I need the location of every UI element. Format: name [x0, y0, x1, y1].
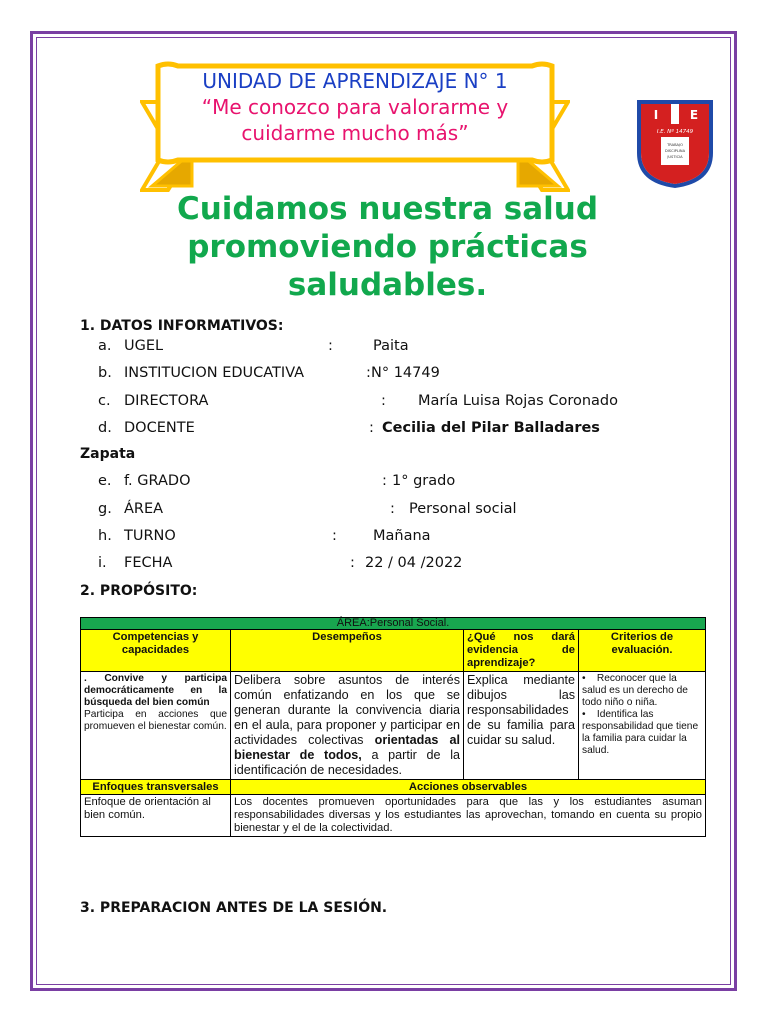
- header-evidencia: ¿Qué nos dará evidencia de aprendizaje?: [464, 630, 579, 672]
- session-title-line3: saludables.: [287, 267, 488, 303]
- unit-slogan-line2: cuidarme mucho más”: [241, 121, 469, 145]
- table-area-header: ÁREA:Personal Social.: [81, 618, 706, 630]
- crest-motto-3: JUSTICIA: [667, 155, 683, 159]
- crest-school-number: I.E. Nº 14749: [656, 129, 694, 135]
- datos-key: c.: [98, 393, 111, 409]
- cell-accion: Los docentes promueven oportunidades para que las y los estudiantes asuman responsabilidades diversas y los estudiantes las aprovechan, tomando en cuenta su propio bienestar y el de la colectividad.: [231, 795, 706, 837]
- datos-value: Mañana: [373, 528, 431, 544]
- datos-value: Paita: [373, 338, 409, 354]
- criterio-item: • Reconocer que la salud es un derecho de todo niño o niña.: [582, 673, 688, 708]
- datos-colon: :: [328, 338, 333, 354]
- datos-colon: :: [350, 555, 355, 571]
- header-competencias: Competencias y capacidades: [81, 630, 231, 672]
- datos-colon: :: [369, 420, 374, 436]
- datos-colon: :: [390, 501, 395, 517]
- cell-evidencia: Explica mediante dibujos las responsabilidades de su familia para cuidar su salud.: [464, 672, 579, 780]
- crest-letter-e: E: [689, 108, 699, 122]
- datos-value: Personal social: [409, 501, 517, 517]
- header-desempenos: Desempeños: [231, 630, 464, 672]
- datos-label: TURNO: [124, 528, 176, 544]
- cell-enfoque: Enfoque de orientación al bien común.: [81, 795, 231, 837]
- datos-key: g.: [98, 501, 112, 517]
- session-title-line2: promoviendo prácticas: [187, 229, 588, 265]
- datos-value: 1° grado: [392, 473, 456, 489]
- banner-text: [160, 68, 550, 146]
- datos-value: N° 14749: [371, 365, 440, 381]
- header-acciones: Acciones observables: [231, 780, 706, 795]
- session-title: [150, 190, 625, 304]
- datos-colon: :: [381, 393, 386, 409]
- purpose-table: [80, 617, 706, 837]
- cell-competencia: [81, 672, 231, 780]
- section-datos-informativos: 1. DATOS INFORMATIVOS:: [80, 318, 284, 334]
- datos-label: DOCENTE: [124, 420, 195, 436]
- datos-value: Cecilia del Pilar Balladares: [382, 420, 600, 436]
- datos-key: i.: [98, 555, 107, 571]
- datos-label: ÁREA: [124, 501, 164, 517]
- section-preparacion: 3. PREPARACION ANTES DE LA SESIÓN.: [80, 900, 388, 916]
- criterio-item: • Identifica las responsabilidad que tiene la familia para cuidar la salud.: [582, 709, 699, 756]
- datos-label: INSTITUCION EDUCATIVA: [124, 365, 305, 381]
- crest-motto-1: TRABAJO: [667, 143, 683, 147]
- session-title-line1: Cuidamos nuestra salud: [176, 191, 599, 227]
- competencia-text: . Convive y participa democráticamente en la búsqueda del bien común: [84, 673, 227, 708]
- datos-key: h.: [98, 528, 112, 544]
- unit-slogan-line1: “Me conozco para valorarme y: [201, 95, 509, 119]
- datos-key: a.: [98, 338, 112, 354]
- crest-letter-i: I: [653, 108, 659, 122]
- crest-motto-2: DISCIPLINA: [664, 149, 686, 153]
- school-crest-logo: [632, 95, 718, 191]
- datos-label: DIRECTORA: [124, 393, 209, 409]
- unit-heading: UNIDAD DE APRENDIZAJE N° 1: [202, 69, 508, 93]
- datos-colon: :: [382, 473, 387, 489]
- datos-key: b.: [98, 365, 112, 381]
- cell-criterios: [579, 672, 706, 780]
- datos-value: 22 / 04 /2022: [365, 555, 463, 571]
- datos-label: f. GRADO: [124, 473, 191, 489]
- datos-colon: :: [366, 365, 371, 381]
- datos-key: e.: [98, 473, 112, 489]
- competencia-bullet: .: [84, 673, 87, 684]
- cell-desempeno: Delibera sobre asuntos de interés común enfatizando en los que se generan durante la convivencia diaria en el aula, para proponer y participar en actividades colectivas orientadas al bienestar de todos, a partir de la identificación de necesidades.: [231, 672, 464, 780]
- docente-surname: Zapata: [80, 446, 136, 462]
- section-proposito: 2. PROPÓSITO:: [80, 583, 198, 599]
- datos-colon: :: [332, 528, 337, 544]
- datos-label: UGEL: [124, 338, 164, 354]
- datos-label: FECHA: [124, 555, 173, 571]
- datos-key: d.: [98, 420, 112, 436]
- header-criterios: Criterios de evaluación.: [579, 630, 706, 672]
- capacidad-text: Participa en acciones que promueven el bienestar común.: [84, 709, 227, 732]
- header-enfoques: Enfoques transversales: [81, 780, 231, 795]
- datos-value: María Luisa Rojas Coronado: [418, 393, 619, 409]
